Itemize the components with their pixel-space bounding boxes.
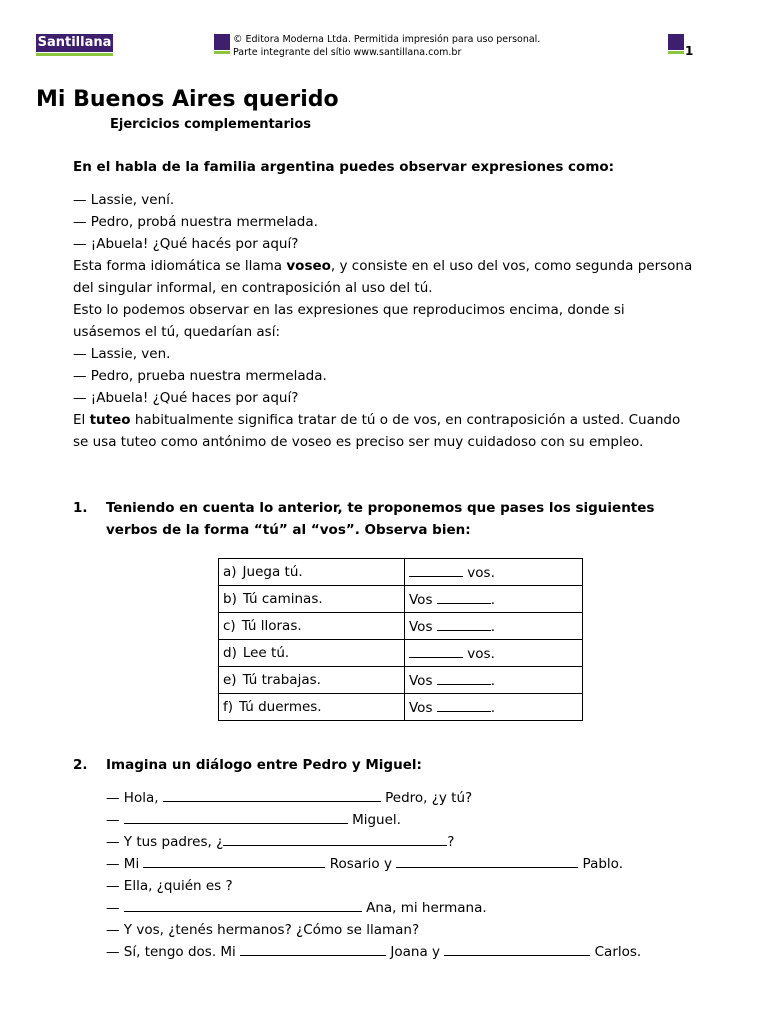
blank-field[interactable] — [143, 855, 325, 868]
dialogue-line: — Ella, ¿quién es ? — [106, 878, 233, 894]
voseo-paragraph: Esta forma idiomática se llama voseo, y consiste en el uso del vos, como segunda persona del singular informal, en contraposición al uso del tú. — [73, 258, 693, 296]
copyright-notice — [233, 33, 540, 59]
dialogue — [106, 787, 641, 963]
copyright-line: Parte integrante del sítio www.santillana.com.br — [233, 47, 462, 58]
table-cell: a) Juega tú. — [219, 559, 405, 586]
question-number: 1. — [73, 500, 88, 516]
table-cell: e) Tú trabajas. — [219, 667, 405, 694]
question-number: 2. — [73, 757, 88, 773]
table-row — [219, 694, 583, 721]
blank-field[interactable] — [124, 811, 348, 824]
question-text: Teniendo en cuenta lo anterior, te proponemos que pases los siguientes — [106, 500, 655, 516]
question-1 — [73, 497, 713, 541]
dialogue-line: — Sí, tengo dos. Mi Joana y Carlos. — [106, 944, 642, 960]
answer-cell[interactable]: Vos . — [405, 586, 583, 613]
page-number: 1 — [685, 44, 694, 58]
logo-underline — [36, 53, 113, 56]
example-line: — ¡Abuela! ¿Qué haces por aquí? — [73, 390, 299, 406]
dialogue-line: — Ana, mi hermana. — [106, 900, 487, 916]
dialogue-line: — Y vos, ¿tenés hermanos? ¿Cómo se llaman? — [106, 922, 420, 938]
dialogue-line: — Miguel. — [106, 812, 401, 828]
square-icon — [668, 34, 684, 50]
voseo-term: voseo — [286, 258, 331, 274]
example-line: — Pedro, probá nuestra mermelada. — [73, 214, 318, 230]
blank-field[interactable] — [240, 943, 386, 956]
table-row — [219, 640, 583, 667]
tuteo-term: tuteo — [89, 412, 131, 428]
page-title: Mi Buenos Aires querido — [36, 87, 339, 112]
tu-paragraph: Esto lo podemos observar en las expresiones que reproducimos encima, donde si usásemos el tú, quedarían así: — [73, 302, 625, 340]
table-row — [219, 667, 583, 694]
dialogue-line: — Y tus padres, ¿ ? — [106, 834, 455, 850]
answer-cell[interactable]: Vos . — [405, 667, 583, 694]
question-text: Imagina un diálogo entre Pedro y Miguel: — [106, 757, 422, 773]
table-cell: d) Lee tú. — [219, 640, 405, 667]
answer-cell[interactable]: vos. — [405, 640, 583, 667]
table-row — [219, 613, 583, 640]
table-row — [219, 559, 583, 586]
table-row — [219, 586, 583, 613]
square-icon-bar — [214, 51, 230, 54]
question-text: verbos de la forma “tú” al “vos”. Observa bien: — [106, 522, 471, 538]
page-subtitle: Ejercicios complementarios — [110, 117, 311, 132]
answer-cell[interactable]: Vos . — [405, 694, 583, 721]
blank-field[interactable] — [444, 943, 590, 956]
example-line: — Lassie, vení. — [73, 192, 175, 208]
verb-table — [218, 558, 583, 721]
intro-body — [73, 189, 693, 453]
copyright-line: © Editora Moderna Ltda. Permitida impresión para uso personal. — [233, 34, 541, 45]
square-icon-bar — [668, 51, 684, 54]
blank-field[interactable] — [124, 899, 362, 912]
question-2 — [73, 754, 713, 776]
table-cell: f) Tú duermes. — [219, 694, 405, 721]
example-line: — Lassie, ven. — [73, 346, 171, 362]
intro-lead: En el habla de la familia argentina puedes observar expresiones como: — [73, 159, 615, 175]
answer-cell[interactable]: Vos . — [405, 613, 583, 640]
example-line: — ¡Abuela! ¿Qué hacés por aquí? — [73, 236, 299, 252]
dialogue-line: — Hola, Pedro, ¿y tú? — [106, 790, 473, 806]
example-line: — Pedro, prueba nuestra mermelada. — [73, 368, 327, 384]
table-cell: b) Tú caminas. — [219, 586, 405, 613]
blank-field[interactable] — [163, 789, 381, 802]
square-icon — [214, 34, 230, 50]
answer-cell[interactable]: vos. — [405, 559, 583, 586]
blank-field[interactable] — [223, 833, 447, 846]
blank-field[interactable] — [396, 855, 578, 868]
table-cell: c) Tú lloras. — [219, 613, 405, 640]
dialogue-line: — Mi Rosario y Pablo. — [106, 856, 623, 872]
tuteo-paragraph: El tuteo habitualmente significa tratar de tú o de vos, en contraposición a usted. Cuando se usa tuteo como antónimo de voseo es preciso ser muy cuidadoso con su empleo. — [73, 412, 681, 450]
brand-logo: Santillana — [37, 35, 112, 50]
